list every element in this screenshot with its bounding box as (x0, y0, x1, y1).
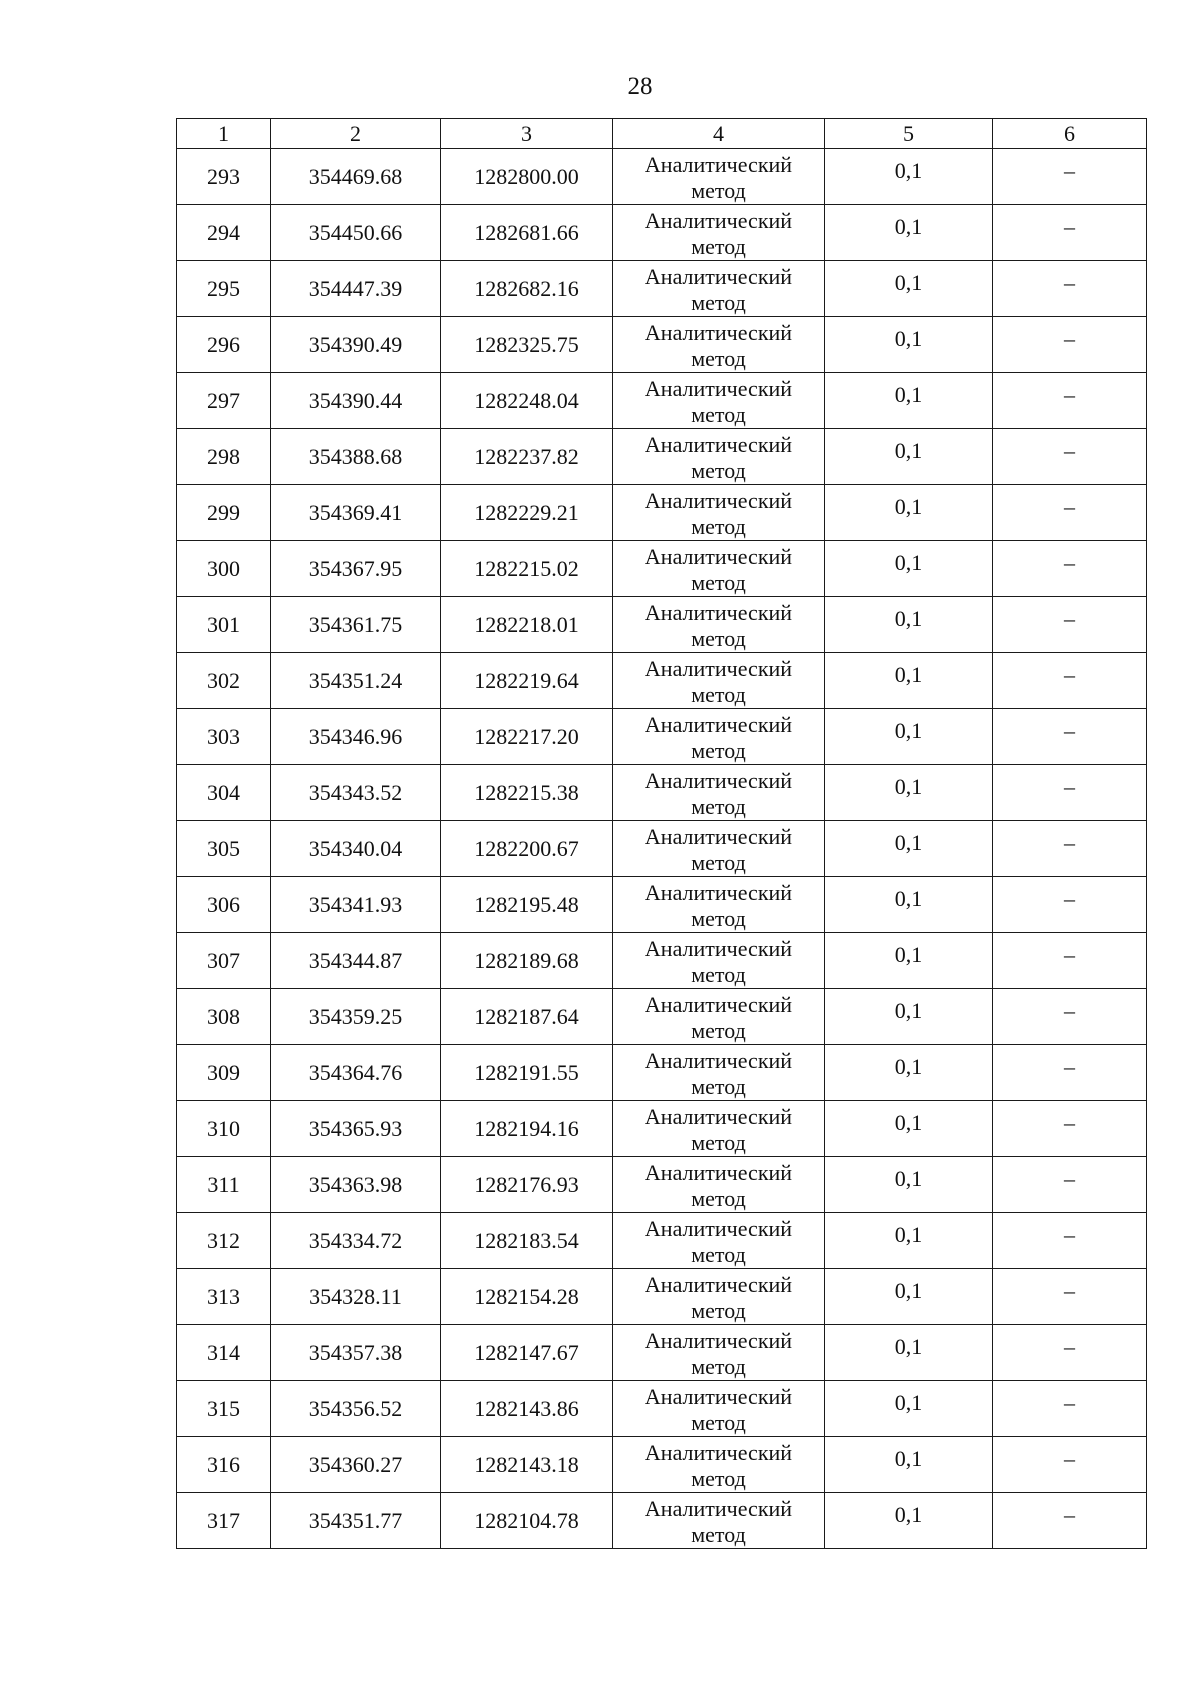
y-coordinate-cell: 1282191.55 (441, 1045, 613, 1101)
note-cell: – (993, 933, 1147, 989)
method-line-2: метод (691, 345, 746, 371)
error-cell: 0,1 (825, 149, 993, 205)
x-coordinate-cell: 354447.39 (271, 261, 441, 317)
table-row (177, 1101, 1147, 1157)
table-row (177, 373, 1147, 429)
note-cell: – (993, 1381, 1147, 1437)
note-cell: – (993, 877, 1147, 933)
method-line-2: метод (691, 1353, 746, 1379)
y-coordinate-cell: 1282218.01 (441, 597, 613, 653)
method-line-1: Аналитический (644, 263, 793, 289)
table-row (177, 1437, 1147, 1493)
note-cell: – (993, 317, 1147, 373)
note-cell: – (993, 541, 1147, 597)
y-coordinate-cell: 1282219.64 (441, 653, 613, 709)
header-col-3: 3 (441, 119, 613, 149)
method-line-1: Аналитический (644, 1327, 793, 1353)
error-cell: 0,1 (825, 1325, 993, 1381)
header-row (177, 119, 1147, 149)
x-coordinate-cell: 354334.72 (271, 1213, 441, 1269)
point-number-cell: 293 (177, 149, 271, 205)
y-coordinate-cell: 1282154.28 (441, 1269, 613, 1325)
method-cell (613, 261, 825, 317)
x-coordinate-cell: 354390.49 (271, 317, 441, 373)
method-line-1: Аналитический (644, 431, 793, 457)
point-number-cell: 301 (177, 597, 271, 653)
method-line-2: метод (691, 905, 746, 931)
y-coordinate-cell: 1282215.02 (441, 541, 613, 597)
method-cell (613, 1269, 825, 1325)
method-line-2: метод (691, 681, 746, 707)
y-coordinate-cell: 1282229.21 (441, 485, 613, 541)
point-number-cell: 299 (177, 485, 271, 541)
method-line-2: метод (691, 569, 746, 595)
note-cell: – (993, 261, 1147, 317)
method-cell (613, 1045, 825, 1101)
method-cell (613, 765, 825, 821)
method-line-1: Аналитический (644, 1495, 793, 1521)
point-number-cell: 296 (177, 317, 271, 373)
error-cell: 0,1 (825, 429, 993, 485)
method-line-2: метод (691, 1185, 746, 1211)
point-number-cell: 306 (177, 877, 271, 933)
y-coordinate-cell: 1282217.20 (441, 709, 613, 765)
x-coordinate-cell: 354343.52 (271, 765, 441, 821)
method-line-2: метод (691, 457, 746, 483)
method-line-2: метод (691, 233, 746, 259)
method-cell (613, 1437, 825, 1493)
method-cell (613, 1157, 825, 1213)
table-row (177, 1213, 1147, 1269)
method-cell (613, 373, 825, 429)
method-cell (613, 541, 825, 597)
x-coordinate-cell: 354361.75 (271, 597, 441, 653)
y-coordinate-cell: 1282187.64 (441, 989, 613, 1045)
note-cell: – (993, 149, 1147, 205)
method-line-1: Аналитический (644, 879, 793, 905)
table-row (177, 877, 1147, 933)
table-row (177, 429, 1147, 485)
x-coordinate-cell: 354351.24 (271, 653, 441, 709)
note-cell: – (993, 709, 1147, 765)
error-cell: 0,1 (825, 1437, 993, 1493)
point-number-cell: 312 (177, 1213, 271, 1269)
method-line-2: метод (691, 1129, 746, 1155)
point-number-cell: 300 (177, 541, 271, 597)
y-coordinate-cell: 1282104.78 (441, 1493, 613, 1549)
note-cell: – (993, 821, 1147, 877)
method-line-1: Аналитический (644, 823, 793, 849)
point-number-cell: 314 (177, 1325, 271, 1381)
table-row (177, 541, 1147, 597)
note-cell: – (993, 765, 1147, 821)
note-cell: – (993, 1325, 1147, 1381)
y-coordinate-cell: 1282248.04 (441, 373, 613, 429)
point-number-cell: 303 (177, 709, 271, 765)
y-coordinate-cell: 1282215.38 (441, 765, 613, 821)
y-coordinate-cell: 1282325.75 (441, 317, 613, 373)
header-col-6: 6 (993, 119, 1147, 149)
method-line-2: метод (691, 289, 746, 315)
error-cell: 0,1 (825, 1045, 993, 1101)
error-cell: 0,1 (825, 653, 993, 709)
table-row (177, 1381, 1147, 1437)
error-cell: 0,1 (825, 205, 993, 261)
table-row (177, 205, 1147, 261)
point-number-cell: 311 (177, 1157, 271, 1213)
y-coordinate-cell: 1282189.68 (441, 933, 613, 989)
x-coordinate-cell: 354369.41 (271, 485, 441, 541)
y-coordinate-cell: 1282237.82 (441, 429, 613, 485)
header-col-2: 2 (271, 119, 441, 149)
table-row (177, 1045, 1147, 1101)
x-coordinate-cell: 354365.93 (271, 1101, 441, 1157)
method-cell (613, 653, 825, 709)
method-line-1: Аналитический (644, 375, 793, 401)
point-number-cell: 294 (177, 205, 271, 261)
header-col-4: 4 (613, 119, 825, 149)
point-number-cell: 317 (177, 1493, 271, 1549)
method-line-1: Аналитический (644, 1159, 793, 1185)
method-line-1: Аналитический (644, 599, 793, 625)
table-body (177, 149, 1147, 1549)
method-line-2: метод (691, 177, 746, 203)
method-line-1: Аналитический (644, 1439, 793, 1465)
method-line-2: метод (691, 1297, 746, 1323)
method-line-2: метод (691, 1073, 746, 1099)
note-cell: – (993, 1269, 1147, 1325)
error-cell: 0,1 (825, 1101, 993, 1157)
method-cell (613, 429, 825, 485)
header-col-1: 1 (177, 119, 271, 149)
x-coordinate-cell: 354364.76 (271, 1045, 441, 1101)
point-number-cell: 305 (177, 821, 271, 877)
point-number-cell: 304 (177, 765, 271, 821)
error-cell: 0,1 (825, 317, 993, 373)
error-cell: 0,1 (825, 597, 993, 653)
method-line-2: метод (691, 849, 746, 875)
method-cell (613, 1213, 825, 1269)
x-coordinate-cell: 354367.95 (271, 541, 441, 597)
note-cell: – (993, 1101, 1147, 1157)
x-coordinate-cell: 354346.96 (271, 709, 441, 765)
table-row (177, 149, 1147, 205)
y-coordinate-cell: 1282183.54 (441, 1213, 613, 1269)
y-coordinate-cell: 1282143.86 (441, 1381, 613, 1437)
note-cell: – (993, 989, 1147, 1045)
method-line-2: метод (691, 1465, 746, 1491)
y-coordinate-cell: 1282194.16 (441, 1101, 613, 1157)
table-row (177, 317, 1147, 373)
method-line-1: Аналитический (644, 207, 793, 233)
table-row (177, 653, 1147, 709)
table-row (177, 597, 1147, 653)
error-cell: 0,1 (825, 261, 993, 317)
method-line-1: Аналитический (644, 711, 793, 737)
method-cell (613, 149, 825, 205)
method-line-1: Аналитический (644, 151, 793, 177)
x-coordinate-cell: 354328.11 (271, 1269, 441, 1325)
point-number-cell: 316 (177, 1437, 271, 1493)
method-line-2: метод (691, 793, 746, 819)
note-cell: – (993, 485, 1147, 541)
x-coordinate-cell: 354356.52 (271, 1381, 441, 1437)
y-coordinate-cell: 1282800.00 (441, 149, 613, 205)
y-coordinate-cell: 1282147.67 (441, 1325, 613, 1381)
x-coordinate-cell: 354360.27 (271, 1437, 441, 1493)
note-cell: – (993, 597, 1147, 653)
method-cell (613, 317, 825, 373)
point-number-cell: 295 (177, 261, 271, 317)
note-cell: – (993, 1045, 1147, 1101)
method-line-1: Аналитический (644, 935, 793, 961)
y-coordinate-cell: 1282682.16 (441, 261, 613, 317)
table-row (177, 1157, 1147, 1213)
method-line-2: метод (691, 961, 746, 987)
x-coordinate-cell: 354341.93 (271, 877, 441, 933)
method-line-1: Аналитический (644, 767, 793, 793)
error-cell: 0,1 (825, 709, 993, 765)
point-number-cell: 298 (177, 429, 271, 485)
error-cell: 0,1 (825, 541, 993, 597)
table-row (177, 709, 1147, 765)
method-cell (613, 1493, 825, 1549)
point-number-cell: 309 (177, 1045, 271, 1101)
method-line-2: метод (691, 1241, 746, 1267)
method-cell (613, 877, 825, 933)
table-row (177, 765, 1147, 821)
x-coordinate-cell: 354357.38 (271, 1325, 441, 1381)
error-cell: 0,1 (825, 485, 993, 541)
y-coordinate-cell: 1282681.66 (441, 205, 613, 261)
point-number-cell: 310 (177, 1101, 271, 1157)
point-number-cell: 302 (177, 653, 271, 709)
table-row (177, 821, 1147, 877)
table-row (177, 485, 1147, 541)
method-line-1: Аналитический (644, 487, 793, 513)
point-number-cell: 307 (177, 933, 271, 989)
method-cell (613, 821, 825, 877)
note-cell: – (993, 1157, 1147, 1213)
note-cell: – (993, 1437, 1147, 1493)
method-cell (613, 1325, 825, 1381)
error-cell: 0,1 (825, 765, 993, 821)
method-line-2: метод (691, 1409, 746, 1435)
method-cell (613, 933, 825, 989)
method-line-1: Аналитический (644, 543, 793, 569)
x-coordinate-cell: 354363.98 (271, 1157, 441, 1213)
method-line-2: метод (691, 513, 746, 539)
error-cell: 0,1 (825, 1269, 993, 1325)
x-coordinate-cell: 354390.44 (271, 373, 441, 429)
table-row (177, 933, 1147, 989)
method-line-1: Аналитический (644, 319, 793, 345)
method-line-2: метод (691, 401, 746, 427)
method-line-1: Аналитический (644, 1271, 793, 1297)
error-cell: 0,1 (825, 989, 993, 1045)
point-number-cell: 313 (177, 1269, 271, 1325)
method-line-2: метод (691, 1017, 746, 1043)
method-cell (613, 1101, 825, 1157)
y-coordinate-cell: 1282143.18 (441, 1437, 613, 1493)
method-cell (613, 485, 825, 541)
method-line-1: Аналитический (644, 991, 793, 1017)
error-cell: 0,1 (825, 1157, 993, 1213)
error-cell: 0,1 (825, 1381, 993, 1437)
note-cell: – (993, 1213, 1147, 1269)
x-coordinate-cell: 354388.68 (271, 429, 441, 485)
method-line-1: Аналитический (644, 1047, 793, 1073)
table-row (177, 989, 1147, 1045)
method-line-2: метод (691, 625, 746, 651)
header-col-5: 5 (825, 119, 993, 149)
point-number-cell: 315 (177, 1381, 271, 1437)
point-number-cell: 308 (177, 989, 271, 1045)
method-cell (613, 1381, 825, 1437)
table-row (177, 1493, 1147, 1549)
table-row (177, 1325, 1147, 1381)
table-row (177, 261, 1147, 317)
x-coordinate-cell: 354344.87 (271, 933, 441, 989)
method-line-2: метод (691, 737, 746, 763)
method-line-1: Аналитический (644, 1215, 793, 1241)
y-coordinate-cell: 1282200.67 (441, 821, 613, 877)
y-coordinate-cell: 1282195.48 (441, 877, 613, 933)
error-cell: 0,1 (825, 933, 993, 989)
note-cell: – (993, 429, 1147, 485)
x-coordinate-cell: 354351.77 (271, 1493, 441, 1549)
method-line-2: метод (691, 1521, 746, 1547)
error-cell: 0,1 (825, 373, 993, 429)
page-number: 28 (627, 73, 653, 100)
method-line-1: Аналитический (644, 1103, 793, 1129)
method-cell (613, 597, 825, 653)
method-cell (613, 989, 825, 1045)
note-cell: – (993, 373, 1147, 429)
note-cell: – (993, 653, 1147, 709)
method-cell (613, 205, 825, 261)
x-coordinate-cell: 354450.66 (271, 205, 441, 261)
coordinates-table (176, 118, 1147, 1549)
error-cell: 0,1 (825, 1213, 993, 1269)
error-cell: 0,1 (825, 877, 993, 933)
note-cell: – (993, 205, 1147, 261)
x-coordinate-cell: 354469.68 (271, 149, 441, 205)
x-coordinate-cell: 354340.04 (271, 821, 441, 877)
method-line-1: Аналитический (644, 655, 793, 681)
x-coordinate-cell: 354359.25 (271, 989, 441, 1045)
note-cell: – (993, 1493, 1147, 1549)
y-coordinate-cell: 1282176.93 (441, 1157, 613, 1213)
table-header (177, 119, 1147, 149)
error-cell: 0,1 (825, 821, 993, 877)
table-row (177, 1269, 1147, 1325)
method-cell (613, 709, 825, 765)
point-number-cell: 297 (177, 373, 271, 429)
method-line-1: Аналитический (644, 1383, 793, 1409)
error-cell: 0,1 (825, 1493, 993, 1549)
